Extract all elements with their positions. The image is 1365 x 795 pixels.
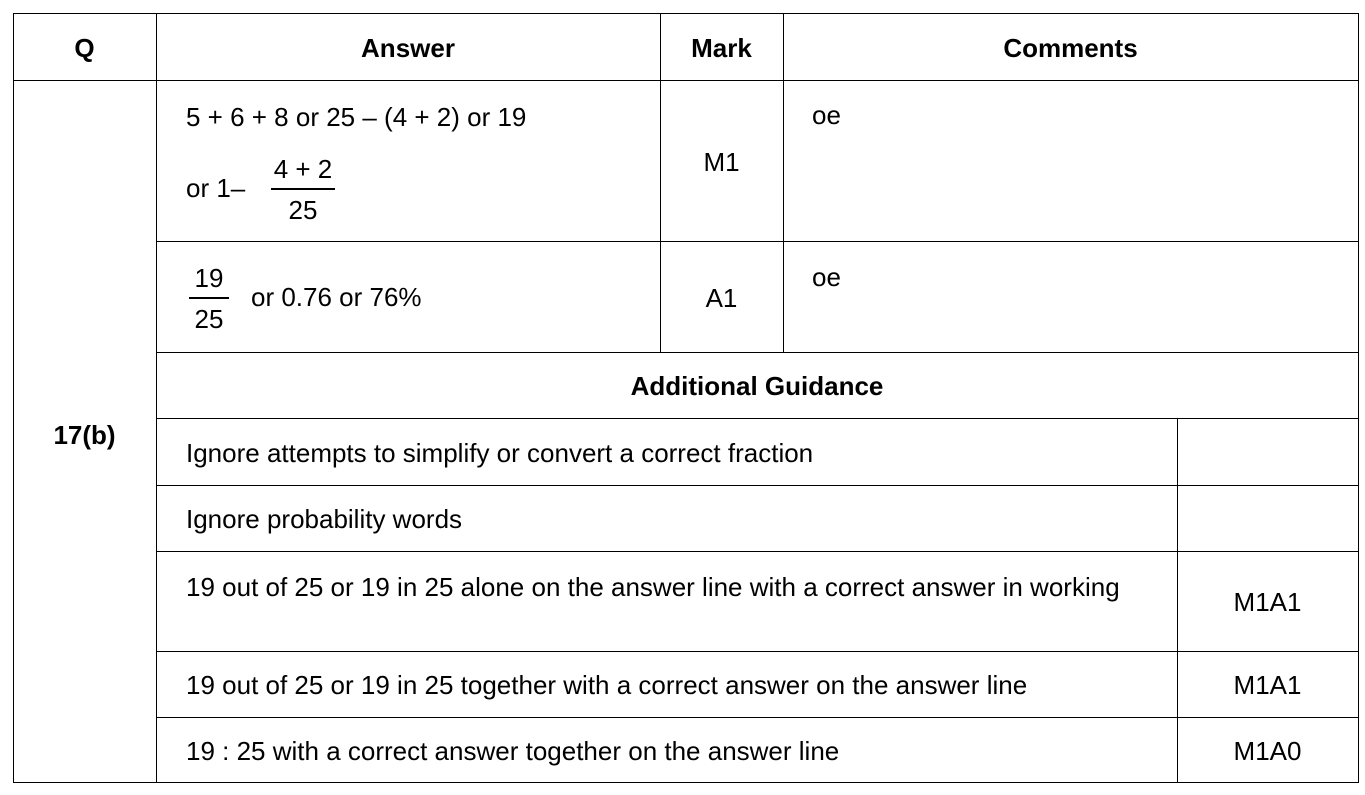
guidance-title: Additional Guidance xyxy=(630,371,884,401)
guidance-item-text: 19 : 25 with a correct answer together on the answer line xyxy=(186,736,840,766)
fraction-denominator: 25 xyxy=(288,194,318,225)
header-mark: Mark xyxy=(691,33,752,63)
header-answer: Answer xyxy=(361,33,455,63)
guidance-divider xyxy=(156,651,1359,652)
row-1-comment: oe xyxy=(812,100,841,130)
header-divider xyxy=(13,80,1359,81)
fraction-numerator: 19 xyxy=(194,263,224,293)
guidance-item-text: Ignore probability words xyxy=(186,504,463,534)
row-2-mark: A1 xyxy=(705,283,738,313)
row-2-comment: oe xyxy=(812,262,841,292)
answer-line-1: 5 + 6 + 8 or 25 – (4 + 2) or 19 xyxy=(186,102,527,132)
header-q: Q xyxy=(74,33,95,63)
guidance-item-mark: M1A1 xyxy=(1233,670,1302,700)
guidance-item-text: Ignore attempts to simplify or convert a correct fraction xyxy=(186,438,814,468)
question-id: 17(b) xyxy=(53,420,116,450)
table-border-bottom xyxy=(13,782,1359,783)
guidance-item-mark: M1A1 xyxy=(1233,587,1302,617)
answer-fraction xyxy=(189,263,229,334)
fraction-denominator: 25 xyxy=(194,303,224,334)
guidance-divider xyxy=(156,485,1359,486)
answer-line-2-prefix: or 1– xyxy=(186,173,246,203)
fraction-numerator: 4 + 2 xyxy=(273,154,333,184)
table-border-left xyxy=(13,13,14,783)
guidance-divider xyxy=(156,717,1359,718)
table-border-right xyxy=(1358,13,1359,783)
guidance-item-text: 19 out of 25 or 19 in 25 alone on the answer line with a correct answer in working xyxy=(186,572,1120,602)
fraction-bar xyxy=(271,188,335,190)
header-comments: Comments xyxy=(1003,33,1138,63)
guidance-title-divider xyxy=(156,418,1359,419)
row-1-mark: M1 xyxy=(703,147,740,177)
row-divider xyxy=(156,241,1359,242)
column-divider-mark xyxy=(783,13,784,353)
guidance-item-text: 19 out of 25 or 19 in 25 together with a correct answer on the answer line xyxy=(186,670,1028,700)
answer-fraction xyxy=(271,154,335,225)
guidance-divider xyxy=(156,551,1359,552)
table-border-top xyxy=(13,13,1359,14)
answer-alternatives: or 0.76 or 76% xyxy=(251,282,422,312)
guidance-item-mark: M1A0 xyxy=(1233,736,1302,766)
row-divider xyxy=(156,352,1359,353)
fraction-bar xyxy=(189,297,229,299)
